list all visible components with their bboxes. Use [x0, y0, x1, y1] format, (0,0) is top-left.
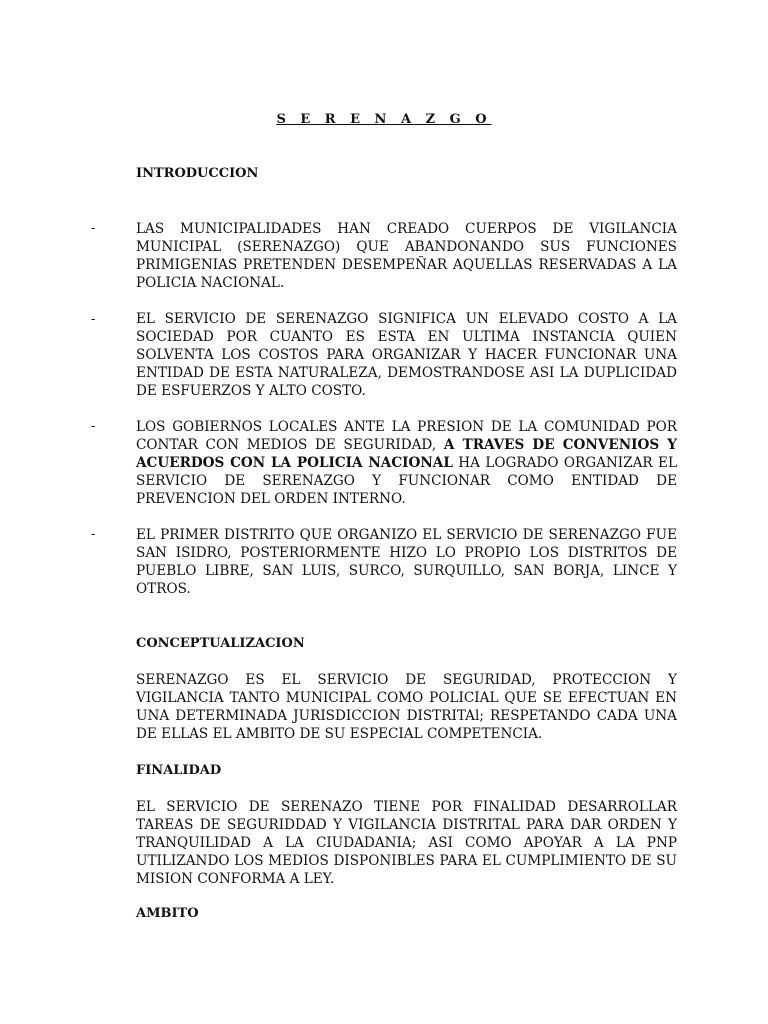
heading-ambito: AMBITO: [136, 906, 199, 921]
bullet-4: -: [91, 527, 96, 542]
bullet-3: -: [91, 419, 96, 434]
document-title: S E R E N A Z G O: [276, 112, 492, 127]
intro-paragraph-4: EL PRIMER DISTRITO QUE ORGANIZO EL SERVICIO DE SERENAZGO FUE SAN ISIDRO, POSTERIORMENTE HIZO LO PROPIO LOS DISTRITOS DE PUEBLO LIBRE, SAN LUIS, SURCO, SURQUILLO, SAN BORJA, LINCE Y OTROS.: [136, 527, 677, 597]
conceptualizacion-paragraph: SERENAZGO ES EL SERVICIO DE SEGURIDAD, PROTECCION Y VIGILANCIA TANTO MUNICIPAL COMO POLICIAL QUE SE EFECTUAN EN UNA DETERMINADA JURISDICCION DISTRITAl; RESPETANDO CADA UNA DE ELLAS EL AMBITO DE SU ESPECIAL COMPETENCIA.: [136, 672, 677, 742]
intro-paragraph-3-end: HA LOGRADO ORGANIZAR EL SERVICIO DE SERENAZGO Y FUNCIONAR COMO ENTIDAD DE PREVENCION DEL ORDEN INTERNO.: [136, 455, 677, 507]
intro-paragraph-2: EL SERVICIO DE SERENAZGO SIGNIFICA UN ELEVADO COSTO A LA SOCIEDAD POR CUANTO ES ESTA EN ULTIMA INSTANCIA QUIEN SOLVENTA LOS COSTOS PARA ORGANIZAR Y HACER FUNCIONAR UNA ENTIDAD DE ESTA NATURALEZA, DEMOSTRANDOSE ASI LA DUPLICIDAD DE ESFUERZOS Y ALTO COSTO.: [136, 311, 677, 399]
heading-finalidad: FINALIDAD: [136, 763, 222, 778]
intro-paragraph-3: [136, 418, 677, 508]
bullet-2: -: [91, 312, 96, 327]
finalidad-paragraph: EL SERVICIO DE SERENAZO TIENE POR FINALIDAD DESARROLLAR TAREAS DE SEGURIDDAD Y VIGILANCIA DISTRITAL PARA DAR ORDEN Y TRANQUILIDAD A LA CIUDADANIA; ASI COMO APOYAR A LA PNP UTILIZANDO LOS MEDIOS DISPONIBLES PARA EL CUMPLIMIENTO DE SU MISION CONFORMA A LEY.: [136, 799, 677, 887]
intro-paragraph-1: LAS MUNICIPALIDADES HAN CREADO CUERPOS DE VIGILANCIA MUNICIPAL (SERENAZGO) QUE ABANDONANDO SUS FUNCIONES PRIMIGENIAS PRETENDEN DESEMPEÑAR AQUELLAS RESERVADAS A LA POLICIA NACIONAL.: [136, 221, 677, 291]
heading-introduccion: INTRODUCCION: [136, 166, 259, 181]
heading-conceptualizacion: CONCEPTUALIZACION: [136, 636, 305, 651]
intro-paragraph-3-start: LOS GOBIERNOS LOCALES ANTE LA PRESION DE LA COMUNIDAD POR CONTAR CON MEDIOS DE SEGURIDAD,: [136, 419, 677, 453]
bullet-1: -: [91, 221, 96, 236]
intro-paragraph-3-bold: A TRAVES DE CONVENIOS Y ACUERDOS CON LA POLICIA NACIONAL: [136, 437, 678, 471]
